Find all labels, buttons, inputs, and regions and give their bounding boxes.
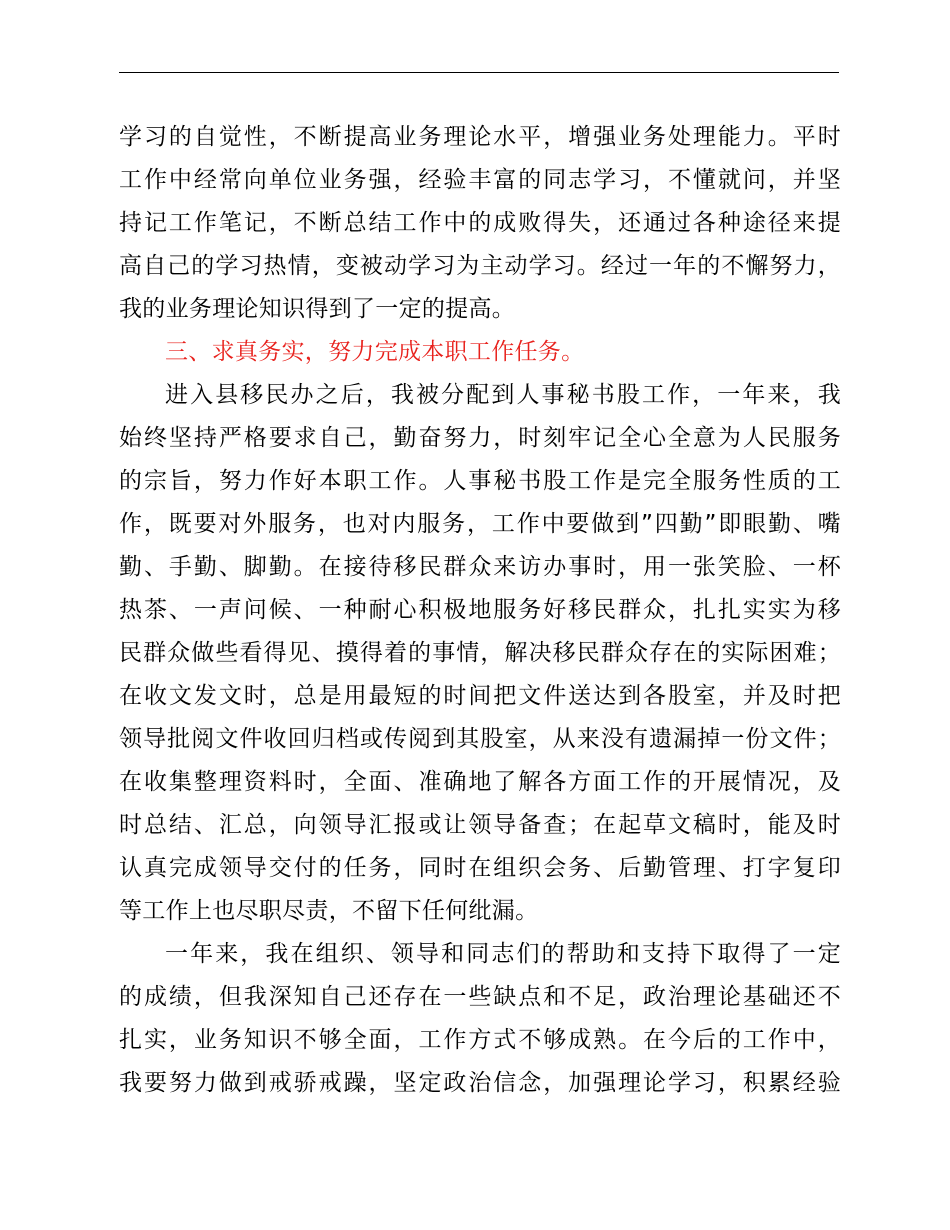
document-body (119, 116, 841, 1105)
text-line: 热茶、一声问候、一种耐心积极地服务好移民群众，扎扎实实为移 (119, 597, 841, 623)
paragraph-duties (119, 374, 841, 933)
text-line: 进入县移民办之后，我被分配到人事秘书股工作，一年来，我 (165, 382, 841, 408)
text-line: 始终坚持严格要求自己，勤奋努力，时刻牢记全心全意为人民服务 (119, 425, 841, 451)
paragraph-summary (119, 933, 841, 1105)
text-line: 的成绩，但我深知自己还存在一些缺点和不足，政治理论基础还不 (119, 984, 841, 1010)
text-line: 学习的自觉性，不断提高业务理论水平，增强业务处理能力。平时 (119, 124, 841, 150)
paragraph-study (119, 116, 841, 331)
text-line: 工作中经常向单位业务强，经验丰富的同志学习，不懂就问，并坚 (119, 167, 841, 193)
text-line: 我要努力做到戒骄戒躁，坚定政治信念，加强理论学习，积累经验 (119, 1070, 841, 1096)
text-line: 勤、手勤、脚勤。在接待移民群众来访办事时，用一张笑脸、一杯 (119, 554, 841, 580)
text-line: 等工作上也尽职尽责，不留下任何纰漏。 (119, 898, 539, 924)
text-line: 持记工作笔记，不断总结工作中的成败得失，还通过各种途径来提 (119, 210, 841, 236)
text-line: 民群众做些看得见、摸得着的事情，解决移民群众存在的实际困难； (119, 640, 841, 666)
text-line: 认真完成领导交付的任务，同时在组织会务、后勤管理、打字复印 (119, 855, 841, 881)
text-line: 在收文发文时，总是用最短的时间把文件送达到各股室，并及时把 (119, 683, 841, 709)
text-line: 扎实，业务知识不够全面，工作方式不够成熟。在今后的工作中， (119, 1027, 841, 1053)
text-line: 在收集整理资料时，全面、准确地了解各方面工作的开展情况，及 (119, 769, 841, 795)
section-heading (119, 331, 841, 374)
text-line: 领导批阅文件收回归档或传阅到其股室，从来没有遗漏掉一份文件； (119, 726, 841, 752)
text-line: 我的业务理论知识得到了一定的提高。 (119, 296, 516, 322)
header-rule (119, 72, 839, 73)
text-line: 时总结、汇总，向领导汇报或让领导备查；在起草文稿时，能及时 (119, 812, 841, 838)
section-heading-text: 三、求真务实，努力完成本职工作任务。 (165, 339, 585, 365)
text-line: 作，既要对外服务，也对内服务，工作中要做到”四勤”即眼勤、嘴 (119, 511, 841, 537)
text-line: 的宗旨，努力作好本职工作。人事秘书股工作是完全服务性质的工 (119, 468, 841, 494)
text-line: 一年来，我在组织、领导和同志们的帮助和支持下取得了一定 (165, 941, 841, 967)
text-line: 高自己的学习热情，变被动学习为主动学习。经过一年的不懈努力， (119, 253, 841, 279)
